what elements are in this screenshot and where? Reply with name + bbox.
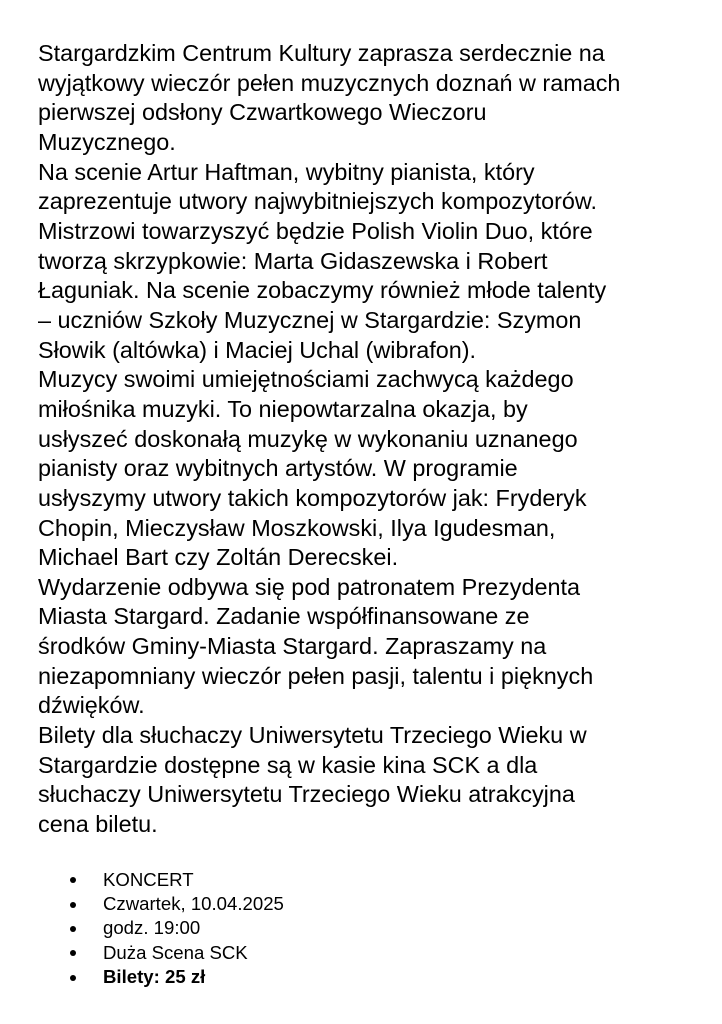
text-line: Michael Bart czy Zoltán Derecskei. bbox=[38, 544, 399, 571]
text-line: miłośnika muzyki. To niepowtarzalna okazja, by bbox=[38, 395, 528, 422]
text-line: usłyszeć doskonałą muzykę w wykonaniu uznanego bbox=[38, 425, 578, 452]
text-line: Mistrzowi towarzyszyć będzie Polish Violin Duo, które bbox=[38, 217, 593, 244]
list-item bbox=[38, 941, 694, 965]
list-item bbox=[38, 965, 694, 989]
article-text bbox=[38, 39, 694, 840]
list-item-text: Czwartek, 10.04.2025 bbox=[103, 893, 284, 915]
text-line: Stargardzkim Centrum Kultury zaprasza serdecznie na bbox=[38, 40, 605, 66]
bullet-icon bbox=[70, 926, 76, 932]
text-line: tworzą skrzypkowie: Marta Gidaszewska i Robert bbox=[38, 247, 548, 274]
list-item bbox=[38, 892, 694, 916]
text-line: zaprezentuje utwory najwybitniejszych kompozytorów. bbox=[38, 188, 598, 215]
paragraph bbox=[38, 158, 694, 366]
list-item bbox=[38, 868, 694, 892]
list-item-text: godz. 19:00 bbox=[103, 917, 201, 939]
text-line: niezapomniany wieczór pełen pasji, talentu i pięknych bbox=[38, 662, 594, 689]
list-item bbox=[38, 916, 694, 940]
paragraph bbox=[38, 721, 694, 840]
text-line: pierwszej odsłony Czwartkowego Wieczoru bbox=[38, 99, 487, 126]
text-line: Stargardzie dostępne są w kasie kina SCK a dla bbox=[38, 751, 538, 778]
bullet-icon bbox=[70, 877, 76, 883]
text-line: Chopin, Mieczysław Moszkowski, Ilya Igudesman, bbox=[38, 514, 556, 541]
text-line: środków Gminy-Miasta Stargard. Zapraszamy na bbox=[38, 633, 547, 660]
list-item-text: KONCERT bbox=[103, 868, 194, 890]
text-line: Słowik (altówka) i Maciej Uchal (wibrafon). bbox=[38, 336, 477, 363]
text-line: Muzycznego. bbox=[38, 128, 176, 155]
text-line: Na scenie Artur Haftman, wybitny pianista, który bbox=[38, 158, 535, 185]
paragraph bbox=[38, 39, 694, 158]
text-line: usłyszymy utwory takich kompozytorów jak: Fryderyk bbox=[38, 484, 587, 511]
text-line: Miasta Stargard. Zadanie współfinansowane ze bbox=[38, 603, 530, 630]
paragraph bbox=[38, 573, 694, 721]
paragraph bbox=[38, 365, 694, 573]
text-line: Muzycy swoimi umiejętnościami zachwycą każdego bbox=[38, 366, 574, 393]
list-item-text: Duża Scena SCK bbox=[103, 941, 248, 963]
text-line: wyjątkowy wieczór pełen muzycznych doznań w ramach bbox=[38, 69, 621, 96]
text-line: Łaguniak. Na scenie zobaczymy również młode talenty bbox=[38, 277, 607, 304]
text-line: Wydarzenie odbywa się pod patronatem Prezydenta bbox=[38, 573, 580, 600]
event-details-list bbox=[38, 868, 694, 990]
text-line: pianisty oraz wybitnych artystów. W programie bbox=[38, 455, 518, 482]
text-line: słuchaczy Uniwersytetu Trzeciego Wieku atrakcyjna bbox=[38, 781, 575, 808]
bullet-icon bbox=[70, 902, 76, 908]
list-item-text: Bilety: 25 zł bbox=[103, 966, 206, 988]
text-line: Bilety dla słuchaczy Uniwersytetu Trzeciego Wieku w bbox=[38, 722, 587, 749]
bullet-icon bbox=[70, 950, 76, 956]
text-line: dźwięków. bbox=[38, 692, 145, 719]
text-line: – uczniów Szkoły Muzycznej w Stargardzie: Szymon bbox=[38, 306, 582, 333]
bullet-icon bbox=[70, 975, 76, 981]
text-line: cena biletu. bbox=[38, 811, 158, 838]
